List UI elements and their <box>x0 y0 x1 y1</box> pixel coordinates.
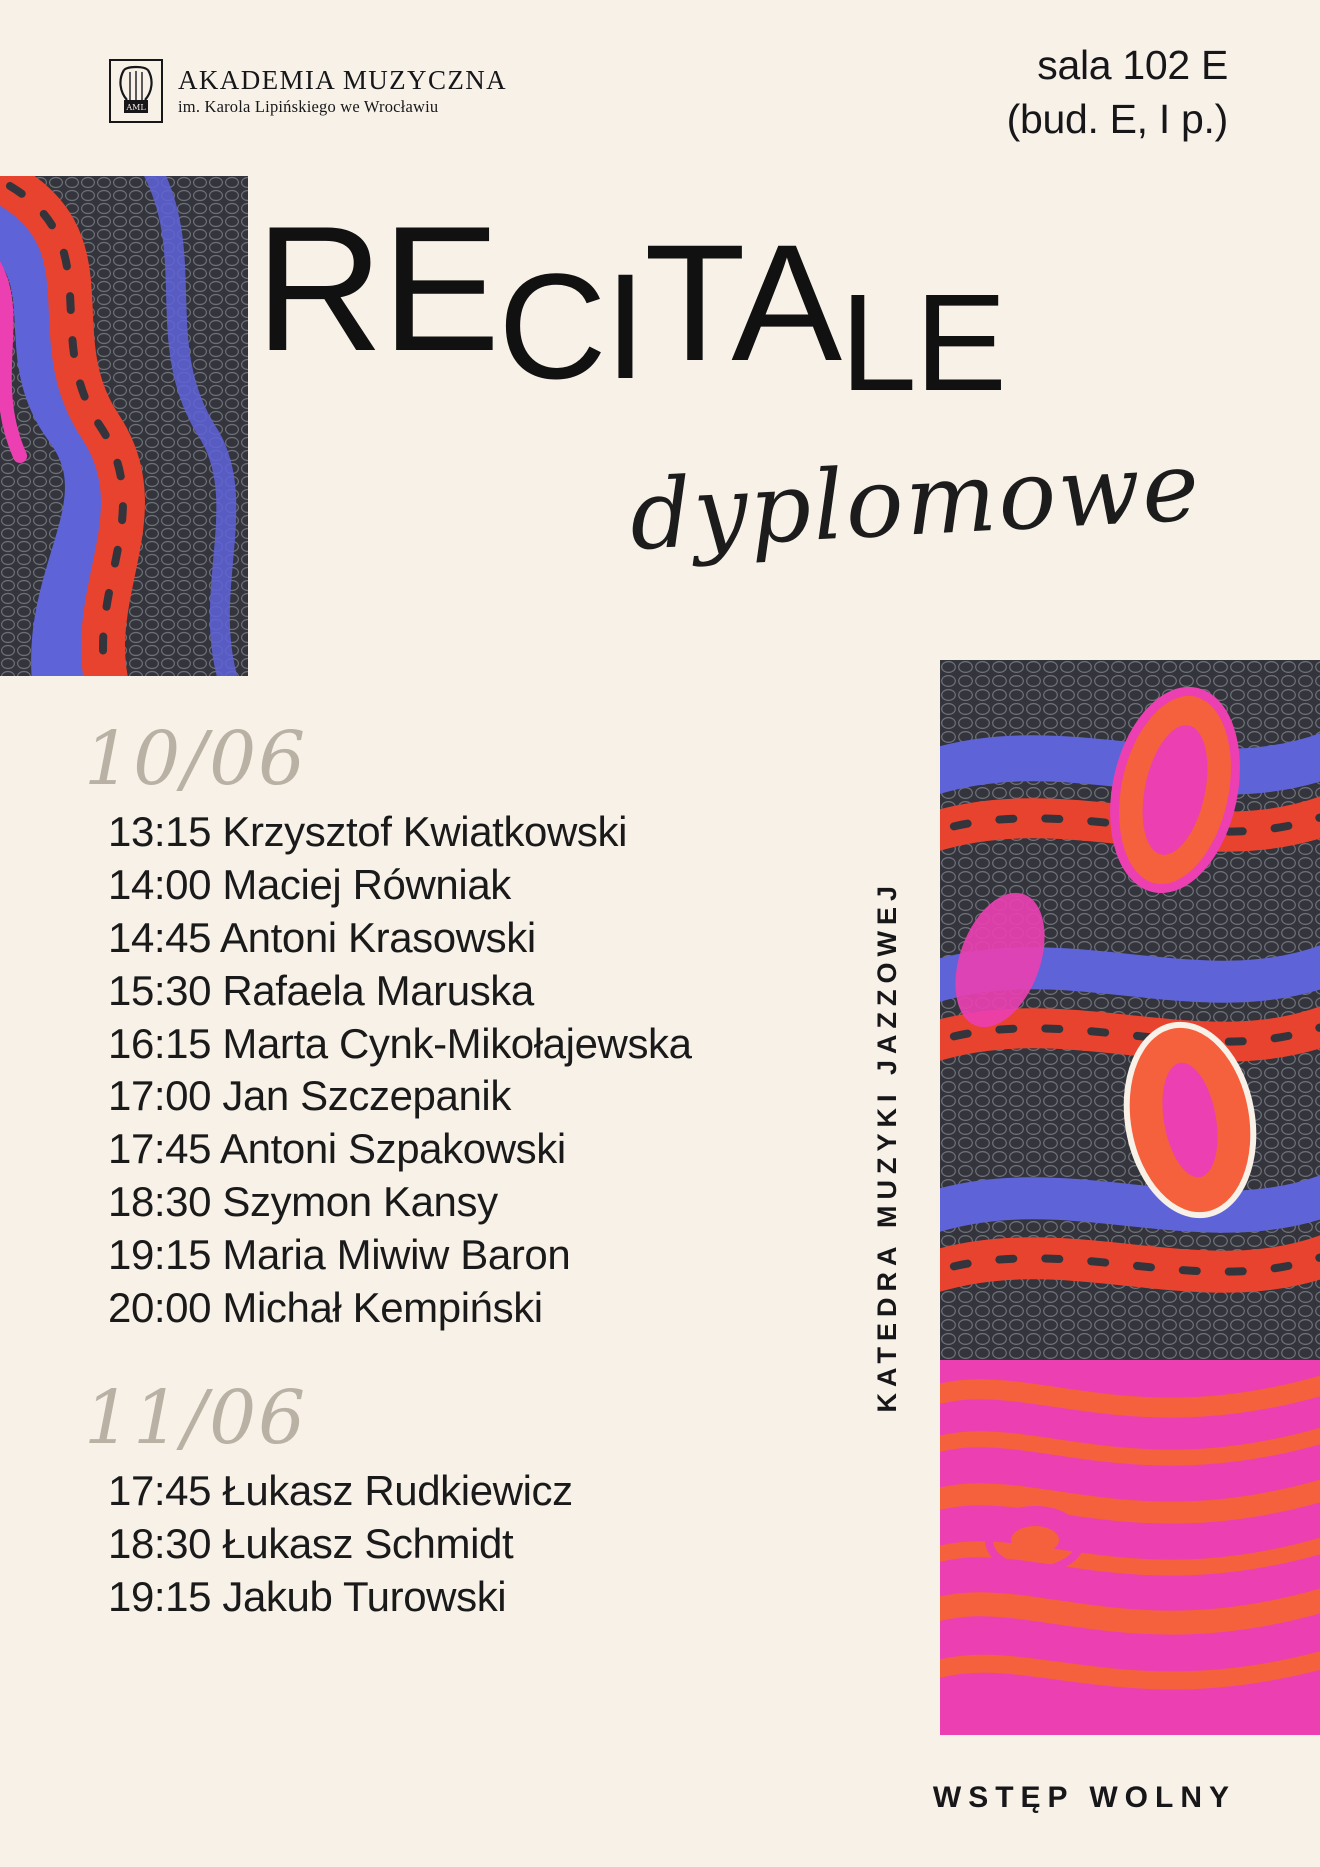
venue-info <box>1007 38 1228 146</box>
title-part-3: TA <box>644 211 841 396</box>
schedule-day <box>78 1374 868 1624</box>
artwork-left <box>0 176 248 676</box>
schedule-day <box>78 716 868 1335</box>
title-part-4: LE <box>840 266 1005 420</box>
list-item: 18:30 Szymon Kansy <box>108 1178 498 1226</box>
academy-logo-block <box>108 58 507 124</box>
venue-room: sala 102 E <box>1037 42 1228 88</box>
list-item: 14:45 Antoni Krasowski <box>108 913 536 961</box>
list-item: 17:00 Jan Szczepanik <box>108 1072 511 1120</box>
title-script-word: dyplomowe <box>627 430 1204 572</box>
admission-note: WSTĘP WOLNY <box>932 1781 1236 1814</box>
list-item: 14:00 Maciej Równiak <box>108 860 511 908</box>
artwork-right <box>940 660 1320 1735</box>
list-item: 17:45 Antoni Szpakowski <box>108 1125 566 1173</box>
list-item: 20:00 Michał Kempiński <box>108 1284 543 1332</box>
schedule-entries <box>108 806 868 1335</box>
title-part-1: RE <box>255 189 499 388</box>
svg-text:AML: AML <box>126 103 146 112</box>
list-item: 18:30 Łukasz Schmidt <box>108 1519 514 1567</box>
list-item: 19:15 Maria Miwiw Baron <box>108 1231 571 1279</box>
list-item: 19:15 Jakub Turowski <box>108 1572 507 1620</box>
institution-name: AKADEMIA MUZYCZNA <box>178 65 508 96</box>
schedule-date: 10/06 <box>84 716 308 802</box>
list-item: 16:15 Marta Cynk-Mikołajewska <box>108 1019 692 1067</box>
schedule-list <box>78 716 868 1624</box>
list-item: 17:45 Łukasz Rudkiewicz <box>108 1466 573 1514</box>
list-item: 15:30 Rafaela Maruska <box>108 966 534 1014</box>
schedule-entries <box>108 1465 868 1624</box>
schedule-date: 11/06 <box>84 1374 308 1461</box>
department-label: KATEDRA MUZYKI JAZZOWEJ <box>872 880 902 1413</box>
title-part-2: CI <box>498 242 645 410</box>
venue-building: (bud. E, I p.) <box>1006 96 1228 143</box>
lyre-logo-icon <box>108 58 164 124</box>
list-item: 13:15 Krzysztof Kwiatkowski <box>108 807 628 855</box>
institution-subtitle: im. Karola Lipińskiego we Wrocławiu <box>178 97 439 117</box>
poster-title <box>255 189 1185 440</box>
